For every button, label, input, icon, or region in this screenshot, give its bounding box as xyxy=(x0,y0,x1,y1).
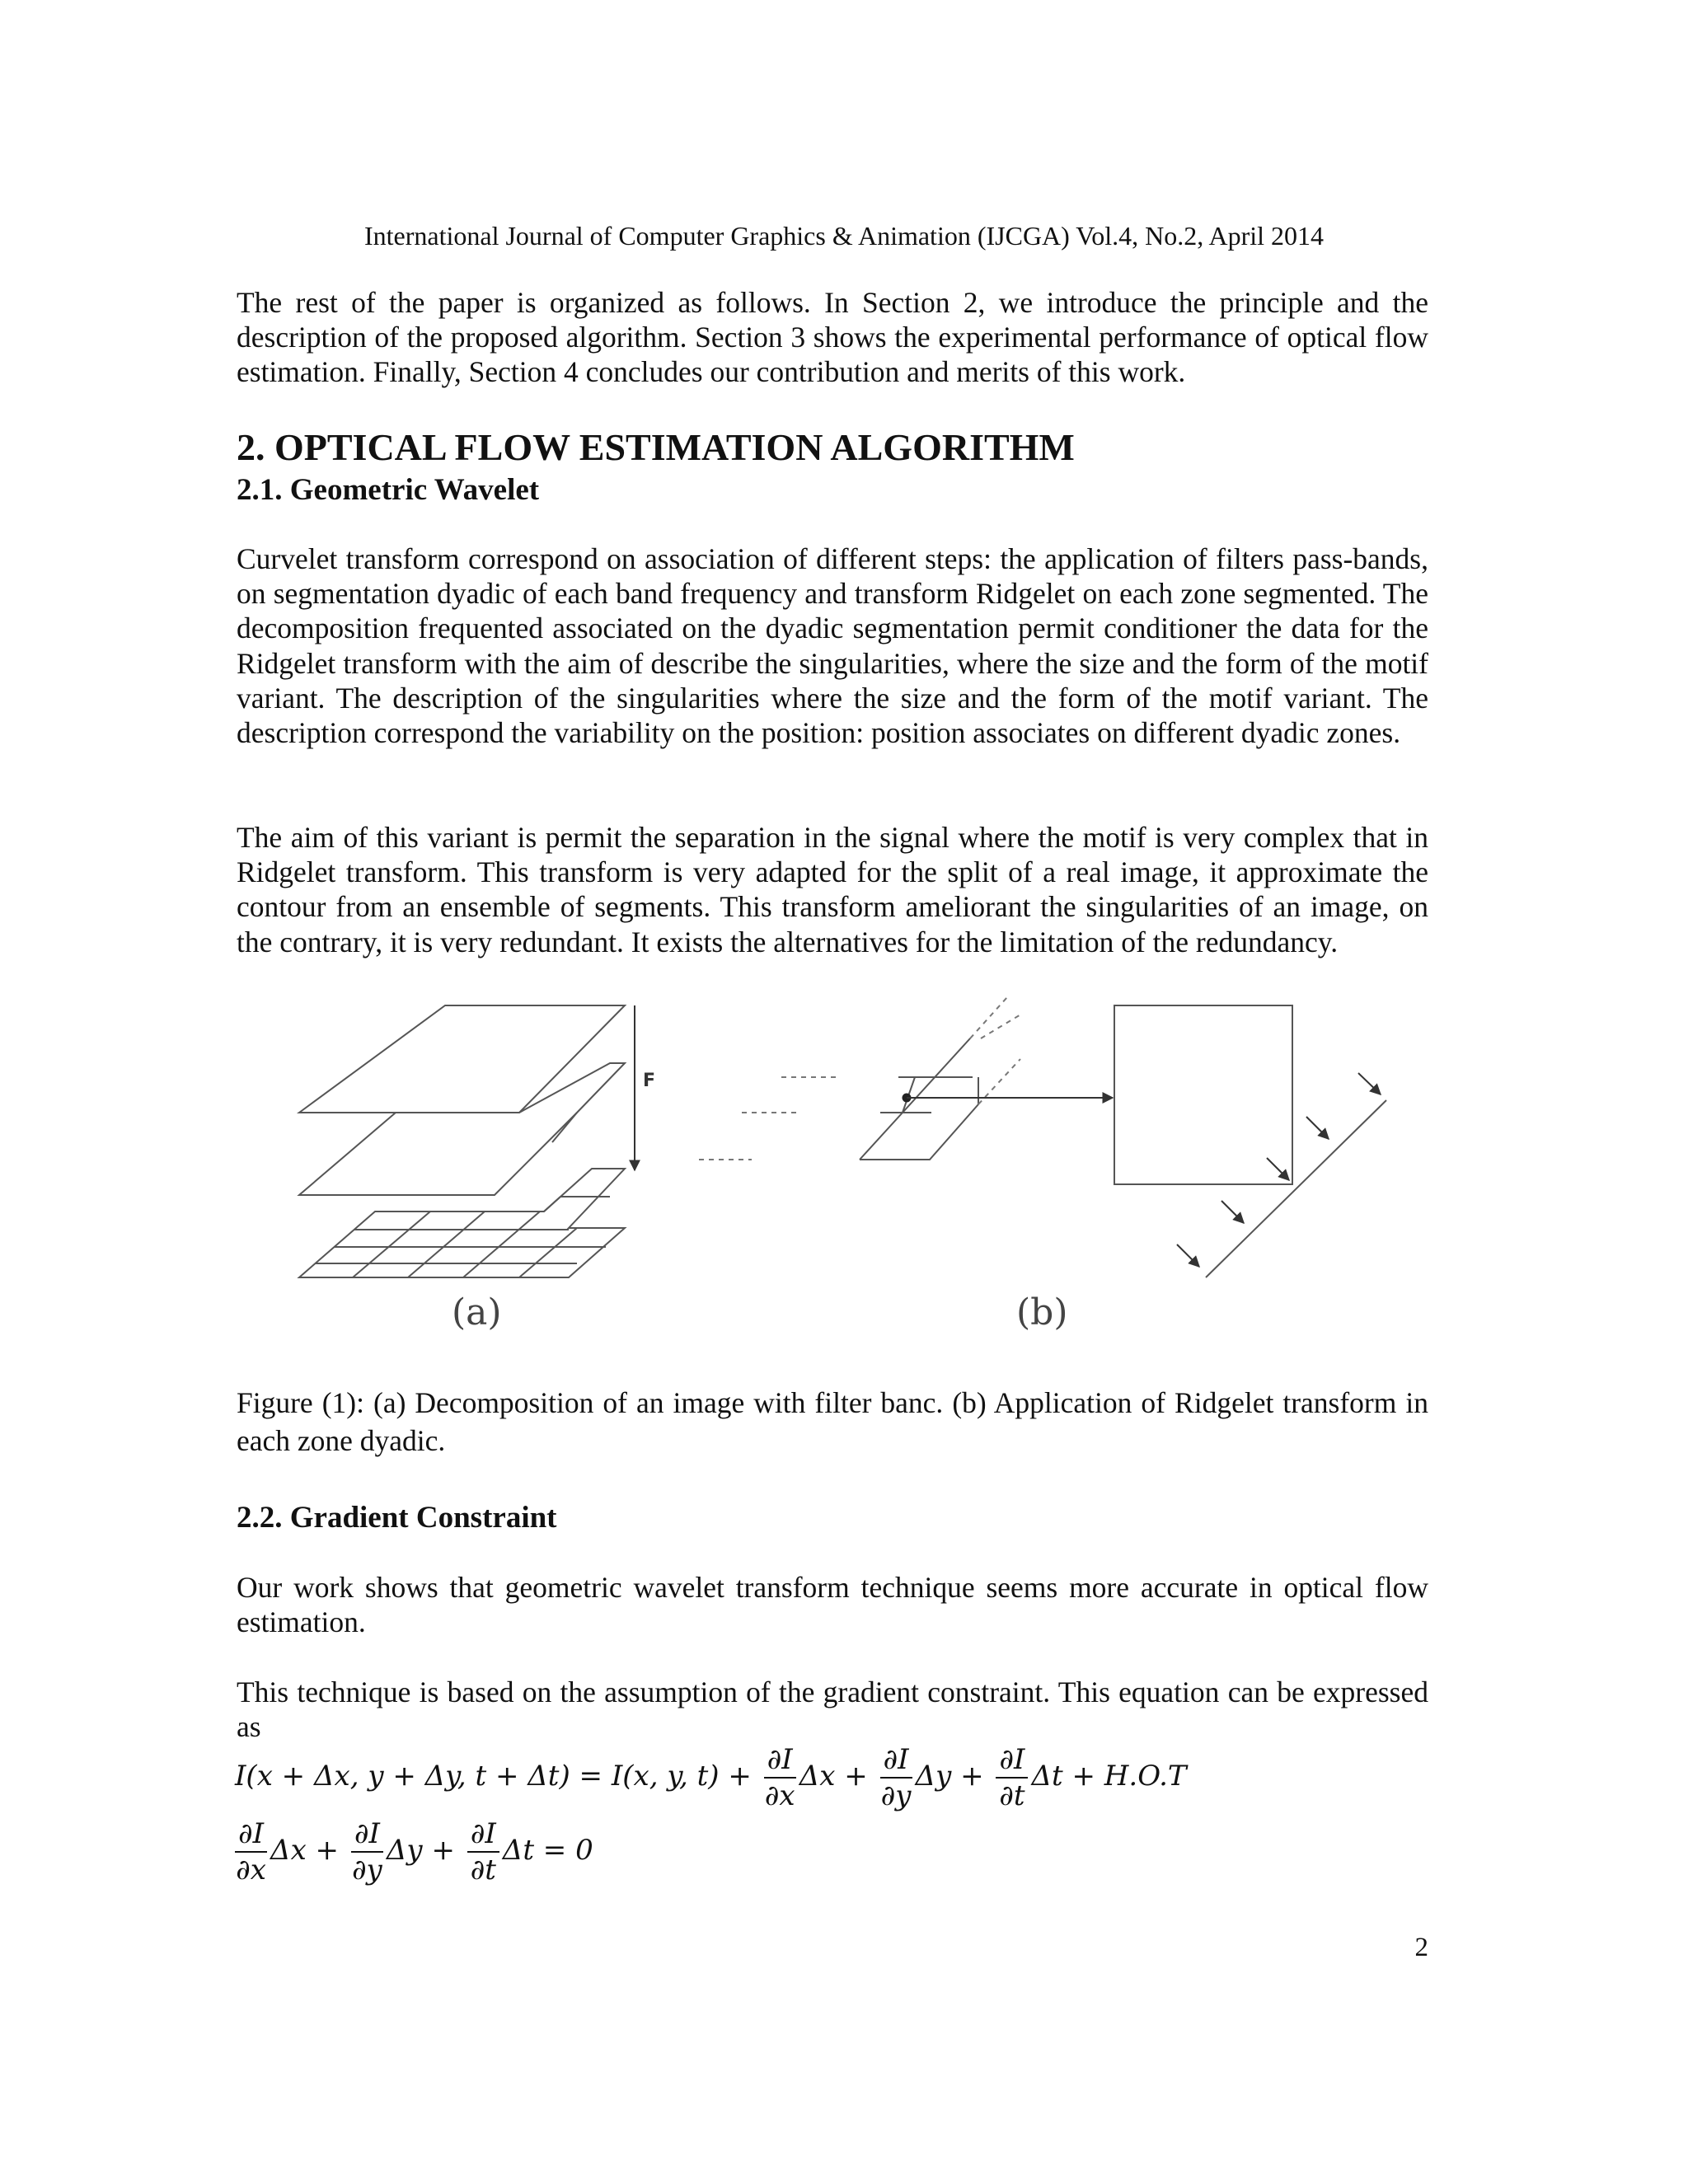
partial-dt-fraction: $\frac{\partial I}{\partial t}$ xyxy=(996,1744,1028,1811)
figure-panel-a xyxy=(299,1005,635,1277)
figure-label-b: (b) xyxy=(1016,1291,1068,1333)
page-number: 2 xyxy=(1414,1933,1428,1962)
frequency-arrow-label: F xyxy=(643,1071,656,1091)
dyadic-zone xyxy=(860,1038,978,1160)
equation-gradient-constraint: $\frac{\partial I}{\partial x}$ Δx + $\frac{\partial I}{\partial y}$ Δy + $\frac{\partial I}{\partial t}$ Δt = 0 xyxy=(236,1817,593,1886)
paragraph-technique: This technique is based on the assumption of the gradient constraint. This equation can be expressed as xyxy=(237,1675,1428,1744)
filter-layer-middle xyxy=(299,1063,625,1195)
subsection-heading-geometric-wavelet: 2.1. Geometric Wavelet xyxy=(237,473,540,507)
running-header: International Journal of Computer Graphics & Animation (IJCGA) Vol.4, No.2, April 2014 xyxy=(363,221,1324,251)
subsection-heading-gradient-constraint: 2.2. Gradient Constraint xyxy=(237,1501,557,1535)
equation-gradient-expansion: I(x + Δx, y + Δy, t + Δt) = I(x, y, t) + $\frac{\partial I}{\partial x}$ Δx + $\frac{\partial I}{\partial y}$ Δy + $\frac{\partial I}{\partial t}$ Δt + H.O.T xyxy=(235,1743,1187,1812)
figure-caption: Figure (1): (a) Decomposition of an image with filter banc. (b) Application of Ridgelet transform in each zone dyadic. xyxy=(237,1386,1428,1457)
equation-1-lhs: I(x + Δx, y + Δy, t + Δt) = I(x, y, t) + xyxy=(235,1760,752,1793)
ridgelet-line xyxy=(1206,1100,1386,1277)
filter-layer-top xyxy=(299,1005,625,1113)
figure-1 xyxy=(0,989,1688,1352)
partial-dt-fraction: $\frac{\partial I}{\partial t}$ xyxy=(467,1818,499,1886)
figure-panel-b xyxy=(699,997,1386,1277)
partial-dy-fraction: $\frac{\partial I}{\partial y}$ xyxy=(880,1743,912,1812)
figure-label-a: (a) xyxy=(452,1291,502,1333)
dashed-guides xyxy=(699,997,1022,1160)
ridgelet-square xyxy=(1114,1005,1292,1184)
partial-dx-fraction: $\frac{\partial I}{\partial x}$ xyxy=(764,1743,795,1812)
partial-dx-fraction: $\frac{\partial I}{\partial x}$ xyxy=(236,1817,266,1886)
paragraph-work-shows: Our work shows that geometric wavelet transform technique seems more accurate in optical flow estimation. xyxy=(237,1571,1428,1639)
projection-arrows xyxy=(1177,1073,1381,1267)
filter-layer-bottom-grid xyxy=(299,1169,625,1277)
intro-paragraph: The rest of the paper is organized as follows. In Section 2, we introduce the principle and the description of the proposed algorithm. Section 3 shows the experimental performance of optical flow estimation. Finally, Section 4 concludes our contribution and merits of this work. xyxy=(237,286,1428,389)
paragraph-variant: The aim of this variant is permit the separation in the signal where the motif is very complex that in Ridgelet transform. This transform is very adapted for the split of a real image, it approximate the contour from an ensemble of segments. This transform ameliorant the singularities of an image, on the contrary, it is very redundant. It exists the alternatives for the limitation of the redundancy. xyxy=(237,821,1428,958)
section-heading: 2. OPTICAL FLOW ESTIMATION ALGORITHM xyxy=(237,426,1075,468)
paragraph-curvelet: Curvelet transform correspond on association of different steps: the application of filters pass-bands, on segmentation dyadic of each band frequency and transform Ridgelet on each zone segmented. The decomposition frequented associated on the dyadic segmentation permit conditioner the data for the Ridgelet transform with the aim of describe the singularities, where the size and the form of the motif variant. The description of the singularities where the size and the form of the motif variant. The description correspond the variability on the position: position associates on different dyadic zones. xyxy=(237,542,1428,750)
partial-dy-fraction: $\frac{\partial I}{\partial y}$ xyxy=(351,1817,382,1886)
